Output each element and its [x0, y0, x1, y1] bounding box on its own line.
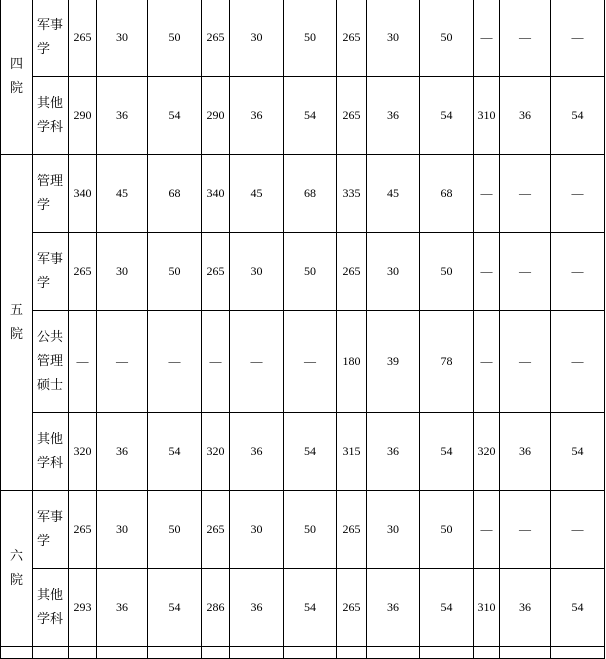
score-cell: —	[500, 491, 551, 569]
score-cell: 68	[148, 155, 202, 233]
score-cell: 78	[420, 311, 474, 413]
score-cell: 340	[202, 155, 230, 233]
score-cell: 265	[69, 491, 97, 569]
table-row	[1, 155, 605, 233]
empty-cell	[337, 647, 367, 659]
score-cell: —	[148, 311, 202, 413]
score-cell: 50	[148, 491, 202, 569]
score-cell: 36	[230, 569, 284, 647]
subject-label: 军事学	[37, 251, 64, 291]
score-table-body	[1, 0, 605, 659]
score-cell: 54	[551, 413, 605, 491]
score-cell: 36	[500, 569, 551, 647]
score-cell: 293	[69, 569, 97, 647]
table-row-partial	[1, 647, 605, 659]
score-cell: —	[474, 311, 500, 413]
score-cell: 30	[97, 0, 148, 77]
empty-cell	[33, 647, 69, 659]
institute-label: 六院	[10, 548, 24, 588]
subject-cell	[33, 491, 69, 569]
score-cell: —	[474, 0, 500, 77]
score-cell: 265	[69, 233, 97, 311]
score-cell: 54	[551, 569, 605, 647]
score-cell: —	[474, 155, 500, 233]
score-cell: —	[500, 0, 551, 77]
empty-cell	[551, 647, 605, 659]
score-cell: 265	[337, 569, 367, 647]
score-cell: 50	[420, 233, 474, 311]
subject-cell	[33, 155, 69, 233]
score-cell: 45	[97, 155, 148, 233]
score-cell: 54	[148, 569, 202, 647]
score-cell: 54	[420, 413, 474, 491]
score-cell: 30	[367, 233, 420, 311]
score-cell: 54	[420, 77, 474, 155]
score-cell: 180	[337, 311, 367, 413]
score-cell: —	[284, 311, 337, 413]
score-cell: 320	[474, 413, 500, 491]
score-cell: 286	[202, 569, 230, 647]
table-row	[1, 77, 605, 155]
score-cell: 310	[474, 77, 500, 155]
score-cell: —	[500, 233, 551, 311]
score-cell: 265	[202, 491, 230, 569]
score-cell: 30	[367, 0, 420, 77]
subject-label: 军事学	[37, 17, 64, 57]
subject-cell	[33, 77, 69, 155]
empty-cell	[367, 647, 420, 659]
score-cell: 36	[500, 413, 551, 491]
score-cell: 54	[551, 77, 605, 155]
score-cell: 265	[337, 491, 367, 569]
subject-label: 公共管理硕士	[37, 329, 64, 393]
score-cell: 265	[337, 77, 367, 155]
score-cell: 36	[500, 77, 551, 155]
empty-cell	[1, 647, 33, 659]
empty-cell	[202, 647, 230, 659]
score-cell: 320	[69, 413, 97, 491]
score-cell: —	[97, 311, 148, 413]
score-cell: —	[230, 311, 284, 413]
score-cell: 50	[148, 233, 202, 311]
score-cell: 315	[337, 413, 367, 491]
score-cell: 265	[69, 0, 97, 77]
score-cell: 30	[230, 491, 284, 569]
subject-label: 军事学	[37, 509, 64, 549]
score-cell: 54	[284, 569, 337, 647]
score-cell: —	[551, 233, 605, 311]
score-cell: 30	[97, 491, 148, 569]
score-cell: 265	[337, 0, 367, 77]
score-cell: —	[500, 155, 551, 233]
score-cell: 30	[97, 233, 148, 311]
empty-cell	[230, 647, 284, 659]
score-cell: —	[202, 311, 230, 413]
score-cell: 30	[230, 0, 284, 77]
subject-cell	[33, 0, 69, 77]
institute-cell	[1, 491, 33, 647]
score-cell: 290	[69, 77, 97, 155]
score-cell: 30	[367, 491, 420, 569]
subject-cell	[33, 413, 69, 491]
score-cell: 68	[420, 155, 474, 233]
score-cell: 54	[420, 569, 474, 647]
table-row	[1, 569, 605, 647]
score-cell: 54	[148, 77, 202, 155]
score-cell: —	[474, 233, 500, 311]
score-cell: 36	[97, 413, 148, 491]
score-cell: —	[474, 491, 500, 569]
empty-cell	[500, 647, 551, 659]
institute-cell	[1, 0, 33, 155]
empty-cell	[420, 647, 474, 659]
score-cell: 50	[284, 233, 337, 311]
score-cell: 320	[202, 413, 230, 491]
score-cell: 290	[202, 77, 230, 155]
empty-cell	[474, 647, 500, 659]
score-cell: 50	[284, 0, 337, 77]
score-cell: 36	[230, 77, 284, 155]
subject-cell	[33, 311, 69, 413]
subject-label: 其他学科	[37, 431, 64, 471]
score-cell: 36	[230, 413, 284, 491]
score-cell: 54	[284, 77, 337, 155]
table-row	[1, 413, 605, 491]
score-cell: —	[551, 155, 605, 233]
score-cell: —	[551, 311, 605, 413]
score-cell: 265	[337, 233, 367, 311]
subject-label: 其他学科	[37, 95, 64, 135]
subject-label: 管理学	[37, 173, 64, 213]
empty-cell	[148, 647, 202, 659]
empty-cell	[97, 647, 148, 659]
empty-cell	[69, 647, 97, 659]
institute-label: 五院	[10, 302, 24, 342]
score-cell: 265	[202, 233, 230, 311]
table-row	[1, 0, 605, 77]
score-cell: 36	[367, 77, 420, 155]
table-row	[1, 491, 605, 569]
score-cell: —	[500, 311, 551, 413]
score-cell: 36	[367, 569, 420, 647]
score-cell: 36	[97, 77, 148, 155]
score-cell: 39	[367, 311, 420, 413]
score-cell: 54	[284, 413, 337, 491]
institute-label: 四院	[10, 56, 24, 96]
score-cell: —	[69, 311, 97, 413]
subject-cell	[33, 569, 69, 647]
score-cell: 36	[367, 413, 420, 491]
score-cell: 310	[474, 569, 500, 647]
score-cell: 45	[230, 155, 284, 233]
score-cell: 50	[148, 0, 202, 77]
score-cell: 340	[69, 155, 97, 233]
score-cell: —	[551, 491, 605, 569]
subject-label: 其他学科	[37, 587, 64, 627]
score-cell: 50	[284, 491, 337, 569]
score-cell: 30	[230, 233, 284, 311]
score-cell: 335	[337, 155, 367, 233]
score-cell: 50	[420, 491, 474, 569]
score-cell: 68	[284, 155, 337, 233]
table-row	[1, 311, 605, 413]
score-cell: 36	[97, 569, 148, 647]
score-cell: 265	[202, 0, 230, 77]
score-cell: —	[551, 0, 605, 77]
table-row	[1, 233, 605, 311]
empty-cell	[284, 647, 337, 659]
subject-cell	[33, 233, 69, 311]
score-cell: 54	[148, 413, 202, 491]
score-cell: 45	[367, 155, 420, 233]
institute-cell	[1, 155, 33, 491]
score-cell: 50	[420, 0, 474, 77]
